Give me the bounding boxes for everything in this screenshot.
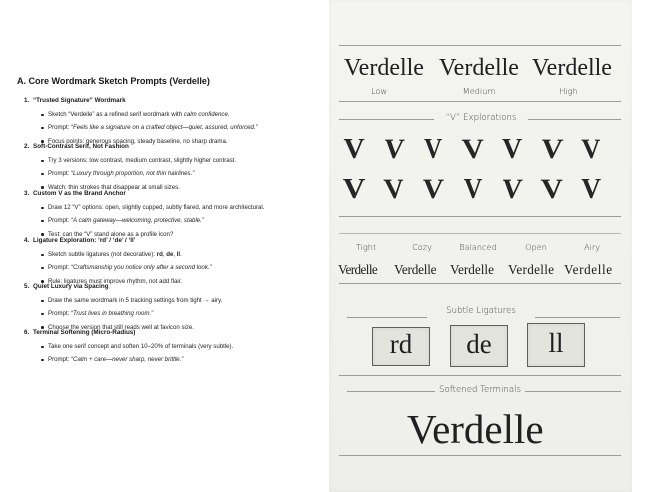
divider-rule (339, 375, 621, 376)
bullet-text: “Trust lives in breathing room.” (71, 310, 154, 318)
bullet-text: . (180, 251, 182, 258)
bullet-text: , (173, 251, 177, 258)
bullet-text: , (162, 251, 167, 258)
bullet-text: Draw the same wordmark in 5 tracking settings from tight → airy. (48, 297, 223, 304)
v-glyph: V (581, 174, 602, 205)
bullet-text: Prompt: (48, 217, 72, 225)
bullet-text: Try 3 versions: low contrast, medium contrast, slightly higher contrast. (48, 157, 237, 164)
tracking-label: Balanced (459, 242, 497, 252)
v-glyph: V (500, 174, 524, 205)
bullet-text: . (227, 111, 230, 118)
section-title: Custom V as the Brand Anchor (33, 190, 126, 197)
bullet-text: Choose the version that still reads well at favicon size. (48, 323, 194, 331)
bullet-item (48, 204, 264, 211)
section-title: Soft-Contrast Serif, Not Fashion (33, 143, 129, 150)
divider-rule (339, 101, 621, 102)
label-medium: Medium (462, 86, 496, 96)
section-number: 2. (24, 143, 30, 150)
bullet-text: rd (156, 251, 163, 258)
section-heading (24, 237, 136, 244)
bullet-text: de (166, 251, 174, 258)
ligatures-heading: Subtle Ligatures (446, 306, 516, 316)
ligature-de: de (466, 329, 492, 359)
section-number: 1. (24, 97, 30, 104)
bullet-item (48, 251, 182, 258)
sketch-sheet (329, 0, 632, 492)
section-title: Terminal Softening (Micro-Radius) (33, 329, 136, 336)
bullet-text: ll (176, 251, 181, 258)
softened-terminal-wordmark: Verdelle (407, 406, 544, 452)
section-heading (24, 143, 129, 150)
tracking-label: Open (525, 242, 547, 252)
wordmark-low-contrast: Verdelle (344, 55, 424, 81)
bullet-text: “Calm + care—never sharp, never brittle.” (71, 356, 184, 364)
label-low: Low (370, 86, 388, 96)
bullet-text: Prompt: (48, 310, 72, 318)
divider-rule (339, 233, 621, 234)
bullet-text: “A calm gateway—welcoming, protective, stable.” (71, 217, 204, 225)
bullet-item (48, 111, 230, 118)
bullet-item (48, 310, 153, 317)
bullet-text: Prompt: (48, 356, 72, 364)
terminal-heading-rule-left (347, 391, 435, 392)
bullet-text: Prompt: (48, 170, 72, 178)
tracking-label: Cozy (412, 242, 432, 252)
bullet-text: Prompt: (48, 264, 72, 272)
ligature-rd: rd (389, 329, 413, 359)
bullet-text: Sketch “Verdelle” as a refined serif wordmark with (48, 111, 184, 118)
section-heading (24, 283, 109, 290)
v-glyph: V (424, 134, 443, 165)
wordmark-medium-contrast: Verdelle (439, 55, 519, 81)
bullet-item (48, 217, 204, 224)
bullet-item (48, 343, 233, 350)
ligature-ll: ll (548, 328, 564, 358)
ligature-box-de (450, 325, 508, 367)
v-glyph: V (343, 134, 365, 165)
bullet-text: “Craftsmanship you notice only after a second look.” (71, 264, 212, 272)
bullet-text: Focus points: generous spacing, steady baseline, no sharp drama. (48, 137, 228, 145)
v-explorations-heading: “V” Explorations (445, 113, 517, 123)
v-glyph: V (382, 174, 405, 205)
section-number: 4. (24, 237, 30, 244)
v-glyph: V (580, 134, 602, 165)
section-title: “Trusted Signature” Wordmark (33, 97, 126, 104)
bottom-rule (339, 455, 621, 456)
bullet-item (48, 157, 236, 164)
v-glyph: V (539, 134, 564, 165)
v-glyph: V (342, 174, 366, 205)
bullet-text: Test: can the “V” stand alone as a profile icon? (48, 230, 174, 238)
divider-rule (339, 283, 621, 284)
bullet-item (48, 264, 212, 271)
tracking-wordmark: Verdelle (394, 262, 437, 277)
v-glyph: V (421, 174, 445, 205)
section-title: Quiet Luxury via Spacing (33, 283, 109, 290)
softened-terminals-heading: Softened Terminals (439, 385, 521, 395)
section-heading (24, 329, 136, 336)
bullet-item (48, 297, 222, 304)
document-title: A. Core Wordmark Sketch Prompts (Verdelle) (17, 76, 210, 86)
section-title: Ligature Exploration: ‘rd’ / ‘de’ / ‘ll’ (33, 237, 136, 244)
wordmark-high-contrast: Verdelle (532, 55, 612, 81)
section-heading (24, 190, 126, 197)
v-heading-rule-right (528, 119, 621, 120)
bullet-text: Take one serif concept and soften 10–20% of terminals (very subtle). (48, 343, 234, 350)
tracking-label: Airy (583, 242, 601, 252)
ligature-box-rd (372, 327, 430, 366)
divider-rule (339, 216, 621, 217)
bullet-item (48, 356, 183, 363)
bullet-text: “Luxury through proportion, not thin hairlines.” (71, 170, 195, 178)
bullet-item (48, 124, 258, 131)
ligature-heading-rule-right (535, 317, 620, 318)
section-number: 3. (24, 190, 30, 197)
bullet-text: Prompt: (48, 124, 72, 132)
section-number: 5. (24, 283, 30, 290)
v-heading-rule-left (339, 119, 434, 120)
bullet-text: “Feels like a signature on a crafted object—quiet, assured, unforced.” (71, 124, 258, 132)
bullet-text: Rule: ligatures must improve rhythm, not add flair. (48, 277, 183, 285)
tracking-label: Tight (355, 242, 377, 252)
bullet-text: Sketch subtle ligatures (not decorative): (48, 251, 157, 258)
bullet-text: Watch: thin strokes that disappear at small sizes. (48, 183, 180, 191)
ligature-heading-rule-left (347, 317, 427, 318)
bullet-text: Draw 12 “V” options: open, slightly cupped, subtly flared, and more architectural. (48, 204, 265, 211)
v-glyph: V (460, 134, 485, 165)
terminal-heading-rule-right (525, 391, 621, 392)
bullet-item (48, 170, 194, 177)
top-rule (339, 45, 621, 46)
v-glyph: V (539, 174, 564, 205)
v-glyph: V (502, 134, 523, 165)
tracking-wordmark: Verdelle (508, 262, 555, 277)
v-glyph: V (382, 134, 405, 165)
tracking-wordmark: Verdelle (338, 262, 378, 277)
bullet-text: calm confidence (183, 111, 228, 118)
v-glyph: V (463, 174, 482, 205)
section-number: 6. (24, 329, 30, 336)
tracking-wordmark: Verdelle (450, 262, 494, 277)
section-heading (24, 97, 126, 104)
label-high: High (559, 86, 578, 96)
ligature-box-ll (527, 323, 585, 367)
tracking-wordmark: Verdelle (564, 262, 613, 277)
